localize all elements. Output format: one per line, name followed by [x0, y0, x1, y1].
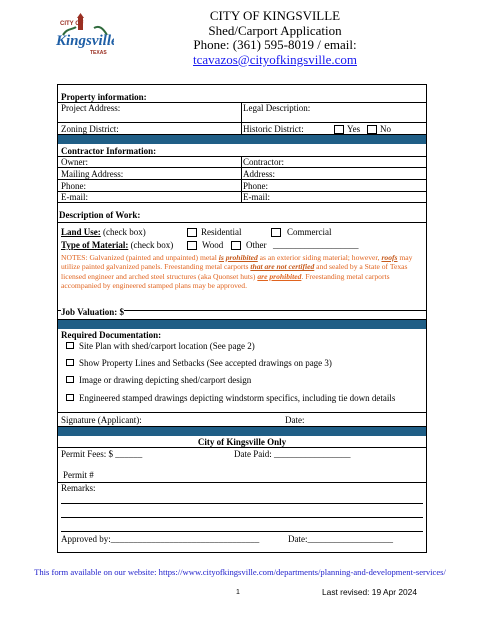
historic-no-checkbox[interactable]	[367, 125, 377, 134]
commercial-checkbox[interactable]	[271, 228, 281, 237]
city-logo	[54, 12, 114, 56]
remarks-line	[61, 503, 423, 504]
section-divider-bar	[58, 135, 426, 144]
historic-district-label: Historic District:	[243, 124, 304, 134]
section-divider-bar	[58, 427, 426, 436]
application-form	[57, 84, 427, 553]
page-header	[110, 9, 440, 67]
office-use-heading: City of Kingsville Only	[197, 437, 287, 447]
city-name: CITY OF KINGSVILLE	[209, 8, 341, 23]
section-divider-bar	[58, 320, 426, 329]
owner-phone-label: Phone:	[61, 181, 87, 191]
contractor-phone-label: Phone:	[243, 181, 269, 191]
approved-by-label: Approved by:_________________________________	[61, 534, 260, 544]
logo-graphic	[54, 12, 114, 56]
remarks-line	[61, 531, 423, 532]
owner-email-label: E-mail:	[61, 192, 88, 202]
contractor-address-label: Address:	[243, 169, 275, 179]
remarks-label: Remarks:	[61, 483, 96, 493]
other-label: Other	[246, 240, 267, 250]
page-number: 1	[236, 589, 240, 596]
approved-date-label: Date:___________________	[288, 534, 393, 544]
land-use-label: Land Use:	[61, 227, 101, 237]
note-prohibited: is prohibited	[218, 253, 258, 262]
logo-name: Kingsville	[56, 33, 114, 49]
other-blank: ___________________	[273, 240, 359, 250]
doc-item: Image or drawing depicting shed/carport design	[79, 375, 252, 385]
doc-item: Show Property Lines and Setbacks (See accepted drawings on page 3)	[79, 358, 332, 368]
work-description-heading: Description of Work:	[59, 210, 141, 220]
website-link[interactable]: This form available on our website: https://www.cityofkingsville.com/departments/planning-and-development-services/	[34, 567, 446, 577]
permit-number-label: Permit #	[63, 470, 94, 480]
last-revised: Last revised: 19 Apr 2024	[322, 587, 417, 597]
legal-description-label: Legal Description:	[243, 103, 311, 113]
form-title: Shed/Carport Application	[208, 22, 342, 38]
material-notes: NOTES: Galvanized (painted and unpainted) metal is prohibited as an exterior siding material; however, roofs may utilize painted galvanized panels. Freestanding metal carports that are not certified and sealed by a State of Texas licensed engineer and arched steel structures (aka Quonset huts) are prohibited. Freestanding metal carports accompanied by engineered stamped plans may be approved.	[61, 253, 413, 290]
contractor-label: Contractor:	[243, 157, 284, 167]
property-heading: Property information:	[61, 92, 147, 102]
permit-fees-label: Permit Fees: $ ______	[61, 449, 143, 459]
job-valuation-label: Job Valuation: $	[61, 307, 125, 317]
historic-yes-label: Yes	[347, 124, 361, 134]
historic-no-label: No	[380, 124, 391, 134]
contact-line	[110, 38, 440, 67]
other-checkbox[interactable]	[231, 241, 241, 250]
logo-tagline: TEXAS	[90, 50, 107, 56]
required-docs-heading: Required Documentation:	[61, 330, 162, 340]
material-row	[61, 240, 173, 250]
mailing-address-label: Mailing Address:	[61, 169, 124, 179]
property-lines-checkbox[interactable]	[66, 359, 74, 366]
material-label: Type of Material:	[61, 240, 129, 250]
site-plan-checkbox[interactable]	[66, 342, 74, 349]
project-address-label: Project Address:	[61, 103, 121, 113]
remarks-line	[61, 517, 423, 518]
contractor-heading: Contractor Information:	[61, 146, 157, 156]
engineered-drawings-checkbox[interactable]	[66, 394, 74, 401]
land-use-row	[61, 227, 146, 237]
contractor-email-label: E-mail:	[243, 192, 270, 202]
design-image-checkbox[interactable]	[66, 376, 74, 383]
wood-label: Wood	[202, 240, 224, 250]
land-use-hint: (check box)	[100, 227, 146, 237]
signature-date-label: Date:	[285, 415, 305, 425]
owner-label: Owner:	[61, 157, 88, 167]
note-roofs: roofs	[381, 253, 398, 262]
residential-label: Residential	[201, 227, 242, 237]
date-paid-label: Date Paid: _________________	[234, 449, 351, 459]
doc-item: Engineered stamped drawings depicting windstorm specifics, including tie down details	[79, 393, 396, 403]
note-are-prohibited: are prohibited	[257, 271, 302, 281]
commercial-label: Commercial	[287, 227, 332, 237]
note-not-certified: that are not certified	[250, 262, 315, 272]
wood-checkbox[interactable]	[187, 241, 197, 250]
applicant-signature-label: Signature (Applicant):	[61, 415, 142, 425]
historic-yes-checkbox[interactable]	[334, 125, 344, 134]
residential-checkbox[interactable]	[187, 228, 197, 237]
logo-top-text: CITY OF	[60, 21, 84, 27]
material-hint: (check box)	[128, 240, 174, 250]
zoning-district-label: Zoning District:	[61, 124, 119, 134]
doc-item: Site Plan with shed/carport location (See page 2)	[79, 341, 255, 351]
email-link[interactable]: tcavazos@cityofkingsville.com	[193, 51, 357, 67]
phone-text: Phone: (361) 595-8019 / email:	[193, 37, 357, 53]
